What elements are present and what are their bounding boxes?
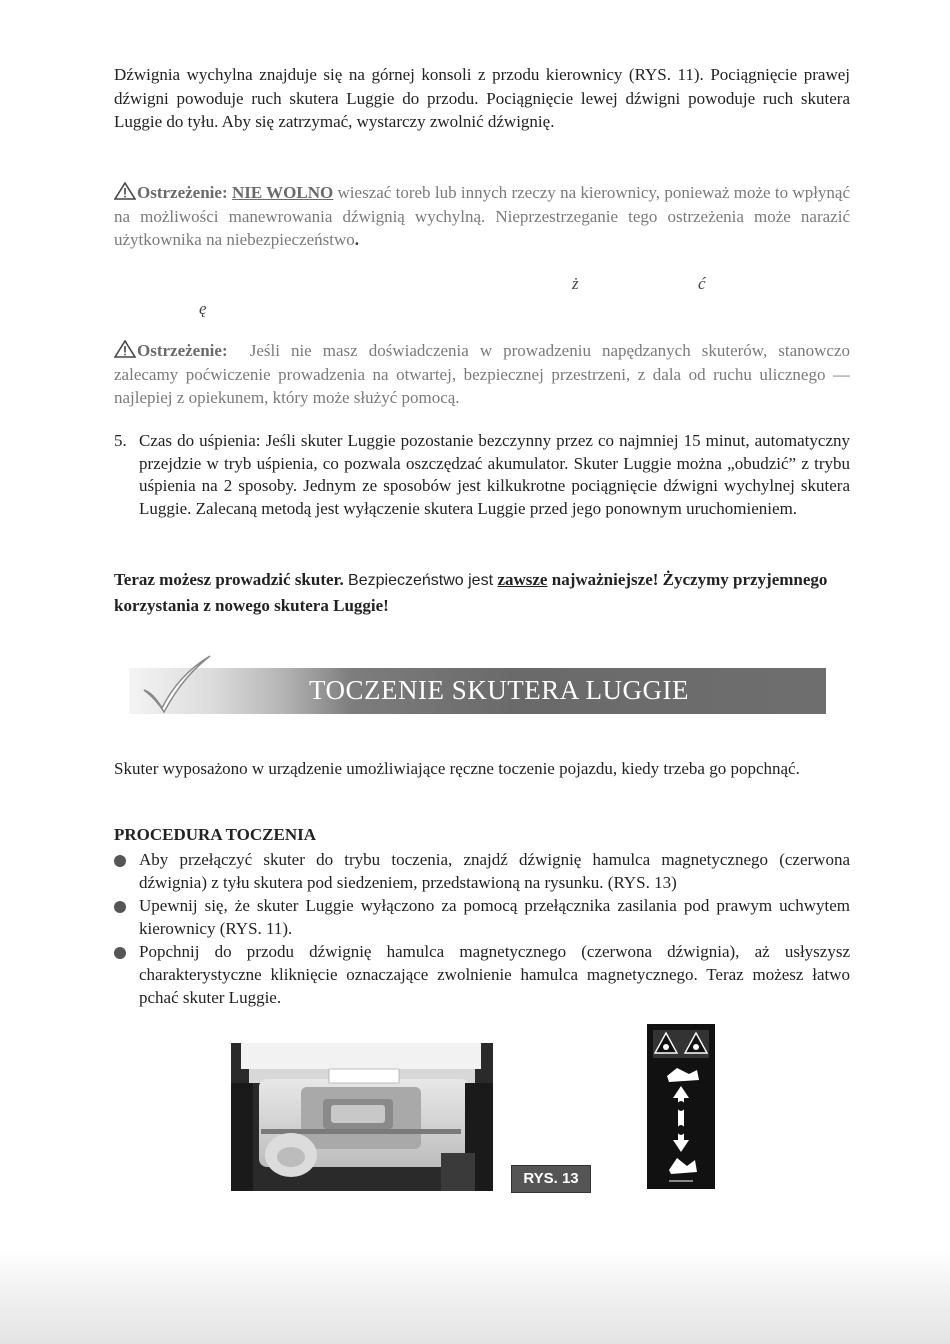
list-item bbox=[114, 894, 850, 940]
warning-no-hanging bbox=[114, 181, 850, 252]
checkmark-icon bbox=[140, 654, 214, 716]
section-title: TOCZENIE SKUTERA LUGGIE bbox=[309, 675, 689, 705]
list-item-text: Upewnij się, że skuter Luggie wyłączono za pomocą przełącznika zasilania pod prawym uchwytem kierownicy (RYS. 11). bbox=[139, 896, 850, 938]
stray-glyph-e: ę bbox=[199, 299, 207, 318]
list-item-text: Aby przełączyć skuter do trybu toczenia, znajdź dźwignię hamulca magnetycznego (czerwona dźwignia) z tyłu skutera pod siedzeniem, przedstawioną na rysunku. (RYS. 13) bbox=[139, 850, 850, 892]
scooter-brake-photo bbox=[231, 1043, 493, 1191]
section-intro-text: Skuter wyposażono w urządzenie umożliwiające ręczne toczenie pojazdu, kiedy trzeba go popchnąć. bbox=[114, 759, 800, 778]
list-text: Czas do uśpienia: Jeśli skuter Luggie pozostanie bezczynny przez co najmniej 15 minut, automatyczny przejdzie w tryb uśpienia, co pozwala oszczędzać akumulator. Skuter Luggie można „obudzić” z trybu uśpienia na 2 sposoby. Jednym ze sposobów jest kilkukrotne pociągnięcie dźwigni wychylnej skutera Luggie. Zalecaną metodą jest wyłączenie skutera Luggie przed jego ponownym uruchomieniem. bbox=[139, 431, 850, 518]
list-item-5 bbox=[114, 430, 850, 520]
bullet-dot bbox=[114, 855, 126, 867]
warning-label: Ostrzeżenie: bbox=[137, 341, 228, 360]
list-item bbox=[114, 848, 850, 894]
intro-text: Dźwignia wychylna znajduje się na górnej konsoli z przodu kierownicy (RYS. 11). Pociągnięcie prawej dźwigni powoduje ruch skutera Luggie do przodu. Pociągnięcie lewej dźwigni powoduje ruch skutera Luggie do tyłu. Aby się zatrzymać, wystarczy zwolnić dźwignię. bbox=[114, 65, 850, 131]
list-number: 5. bbox=[114, 431, 127, 450]
closing-part4: najważniejsze! Życzymy przyjemnego korzystania z nowego skutera Luggie! bbox=[114, 570, 828, 615]
bullet-dot bbox=[114, 947, 126, 959]
list-item-text: Popchnij do przodu dźwignię hamulca magnetycznego (czerwona dźwignia), aż usłyszysz charakterystyczne kliknięcie oznaczające zwolnienie hamulca magnetycznego. Teraz możesz łatwo pchać skuter Luggie. bbox=[139, 942, 850, 1007]
warning-triangle-icon bbox=[114, 340, 136, 358]
procedure-list bbox=[114, 848, 850, 1009]
warning-text: wieszać toreb lub innych rzeczy na kierownicy, ponieważ może to wpłynąć na możliwości manewrowania dźwignią wychylną. Nieprzestrzeganie tego ostrzeżenia może narazić użytkownika na niebezpieczeństwo bbox=[114, 183, 851, 249]
bullet-dot bbox=[114, 901, 126, 913]
warning-text: Jeśli nie masz doświadczenia w prowadzeniu napędzanych skuterów, stanowczo zalecamy poćwiczenie prowadzenia na otwartej, bezpiecznej przestrzeni, z dala od ruchu ulicznego — najlepiej z opiekunem, który może służyć pomocą. bbox=[114, 341, 850, 407]
intro-paragraph bbox=[114, 63, 850, 134]
brake-decal-image bbox=[647, 1024, 715, 1189]
warning-end: . bbox=[354, 230, 359, 249]
warning-emphasis: NIE WOLNO bbox=[231, 183, 334, 202]
list-item bbox=[114, 940, 850, 1009]
stray-glyph-z: ż bbox=[572, 274, 579, 293]
warning-label: Ostrzeżenie: bbox=[137, 183, 228, 202]
closing-part1: Teraz możesz prowadzić skuter. bbox=[114, 570, 349, 589]
figure-label: RYS. 13 bbox=[511, 1165, 591, 1193]
section-intro bbox=[114, 757, 850, 781]
stray-glyph-c: ć bbox=[698, 274, 706, 293]
warning-triangle-icon bbox=[114, 182, 136, 200]
section-banner bbox=[129, 668, 826, 714]
procedure-heading: PROCEDURA TOCZENIA bbox=[114, 825, 316, 844]
warning-practice bbox=[114, 339, 850, 410]
page-footer-decoration bbox=[0, 1248, 950, 1344]
closing-statement bbox=[114, 567, 850, 618]
closing-emphasis: zawsze bbox=[497, 570, 548, 589]
closing-part2: Bezpieczeństwo jest bbox=[348, 572, 498, 589]
